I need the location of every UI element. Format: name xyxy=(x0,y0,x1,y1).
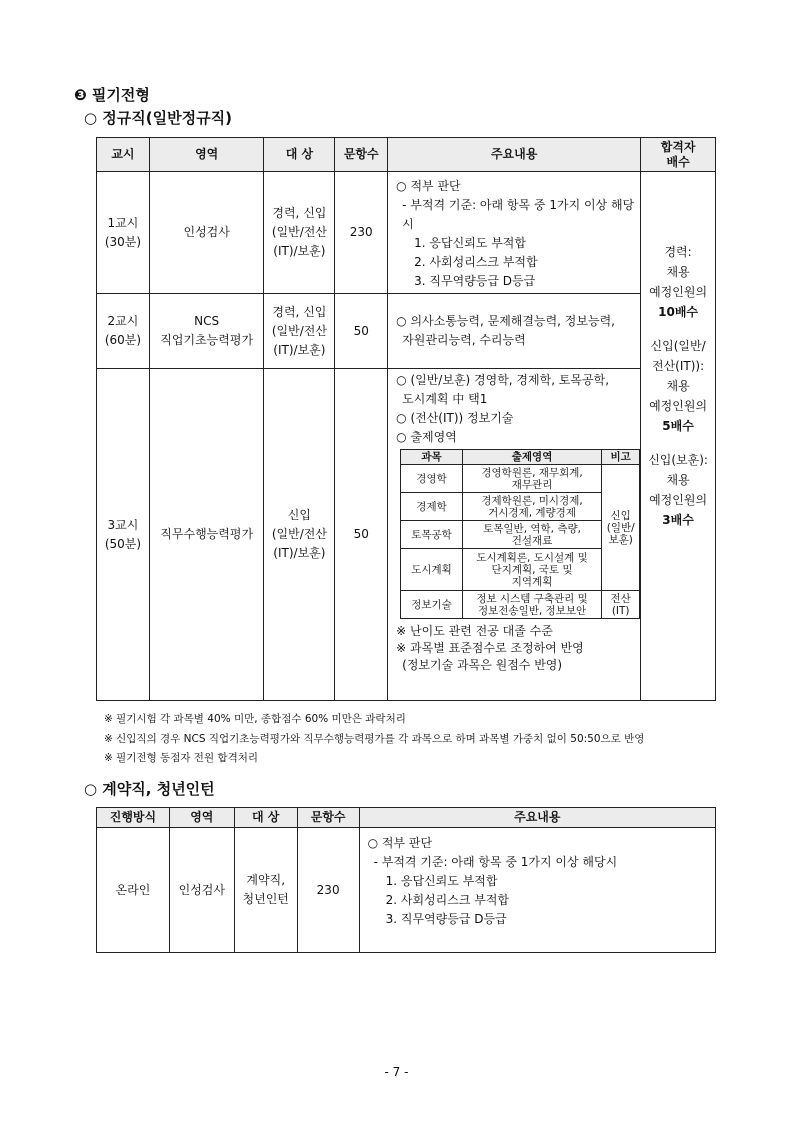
content-line: - 부적격 기준: 아래 항목 중 1가지 이상 해당시 xyxy=(402,198,635,231)
content-line: 도시계획 中 택1 xyxy=(402,392,488,406)
note: ※ 필기전형 동점자 전원 합격처리 xyxy=(104,752,259,764)
period-2: 2교시 (60분) xyxy=(97,294,150,369)
area: 인성검사 xyxy=(169,828,234,953)
target-3: 신입 (일반/전산 (IT)/보훈) xyxy=(264,369,335,701)
content-line: 자원관리능력, 수리능력 xyxy=(402,333,526,347)
header-area: 영역 xyxy=(149,138,264,172)
content-line: ○ 적부 판단 xyxy=(396,179,461,193)
content-line: 3. 직무역량등급 D등급 xyxy=(414,274,536,288)
scope: 경제학원론, 미시경제, 거시경제, 계량경제 xyxy=(462,493,601,521)
career-label: 경력: 채용 예정인원의 xyxy=(649,245,708,299)
content-line: ○ (일반/보훈) 경영학, 경제학, 토목공학, xyxy=(396,373,610,387)
subject: 정보기술 xyxy=(401,591,463,619)
content-line: ○ (전산(IT)) 정보기술 xyxy=(396,411,514,425)
table-row xyxy=(97,828,716,953)
header-target: 대 상 xyxy=(234,808,297,828)
header-count: 문항수 xyxy=(297,808,359,828)
table-row xyxy=(97,172,716,294)
regular-exam-table xyxy=(96,137,716,701)
period-1: 1교시 (30분) xyxy=(97,172,150,294)
area-2: NCS 직업기초능력평가 xyxy=(149,294,264,369)
scope: 토목일반, 역학, 측량, 건설재료 xyxy=(462,521,601,549)
new-veteran-value: 3배수 xyxy=(662,513,694,527)
content-3 xyxy=(388,369,641,701)
header-count: 문항수 xyxy=(335,138,388,172)
area-3: 직무수행능력평가 xyxy=(149,369,264,701)
scope-table xyxy=(400,449,640,619)
content-line: ※ 난이도 관련 전공 대졸 수준 xyxy=(396,624,553,638)
note-general: 신입 (일반/ 보훈) xyxy=(602,465,640,591)
header-area: 영역 xyxy=(169,808,234,828)
section-heading: ❸ 필기전형 xyxy=(74,86,150,104)
table-row xyxy=(97,369,716,701)
page-number: - 7 - xyxy=(384,1065,409,1079)
regular-heading: ○ 정규직(일반정규직) xyxy=(84,109,232,127)
content-line: ○ 적부 판단 xyxy=(367,836,433,850)
note: ※ 필기시험 각 과목별 40% 미만, 종합점수 60% 미만은 과락처리 xyxy=(104,713,406,725)
subject: 도시계획 xyxy=(401,549,463,591)
note-it: 전산 (IT) xyxy=(602,591,640,619)
content-line: ○ 출제영역 xyxy=(396,430,457,444)
target-2: 경력, 신입 (일반/전산 (IT)/보훈) xyxy=(264,294,335,369)
content-line: - 부적격 기준: 아래 항목 중 1가지 이상 해당시 xyxy=(373,855,618,869)
header-period: 교시 xyxy=(97,138,150,172)
new-general-label: 신입(일반/ 전산(IT)): 채용 예정인원의 xyxy=(649,339,708,413)
career-value: 10배수 xyxy=(658,305,699,319)
content-line: 1. 응답신뢰도 부적합 xyxy=(385,874,498,888)
subject: 경영학 xyxy=(401,465,463,493)
period-3: 3교시 (50분) xyxy=(97,369,150,701)
target: 계약직, 청년인턴 xyxy=(234,828,297,953)
content-line: ○ 의사소통능력, 문제해결능력, 정보능력, xyxy=(396,314,615,328)
new-veteran-label: 신입(보훈): 채용 예정인원의 xyxy=(648,453,708,507)
content-line: (정보기술 과목은 원점수 반영) xyxy=(402,658,563,672)
content-line: ※ 과목별 표준점수로 조정하여 반영 xyxy=(396,641,584,655)
table-row xyxy=(401,591,640,619)
header-content: 주요내용 xyxy=(359,808,715,828)
content-1 xyxy=(388,172,641,294)
content-line: 2. 사회성리스크 부적합 xyxy=(385,893,510,907)
target-1: 경력, 신입 (일반/전산 (IT)/보훈) xyxy=(264,172,335,294)
subject: 토목공학 xyxy=(401,521,463,549)
header-method: 진행방식 xyxy=(97,808,170,828)
contract-exam-table xyxy=(96,807,716,953)
new-general-value: 5배수 xyxy=(662,419,694,433)
contract-heading: ○ 계약직, 청년인턴 xyxy=(84,780,215,798)
area-1: 인성검사 xyxy=(149,172,264,294)
header-target: 대 상 xyxy=(264,138,335,172)
inner-header-subject: 과목 xyxy=(401,450,463,465)
count-1: 230 xyxy=(335,172,388,294)
inner-header-note: 비고 xyxy=(602,450,640,465)
content-line: 3. 직무역량등급 D등급 xyxy=(385,912,507,926)
content-2 xyxy=(388,294,641,369)
header-content: 주요내용 xyxy=(388,138,641,172)
header-multiplier: 합격자 배수 xyxy=(641,138,716,172)
table-row xyxy=(97,294,716,369)
note: ※ 신입직의 경우 NCS 직업기초능력평가와 직무수행능력평가를 각 과목으로 하며 과목별 가중치 없이 50:50으로 반영 xyxy=(104,733,645,745)
subject: 경제학 xyxy=(401,493,463,521)
inner-header-scope: 출제영역 xyxy=(462,450,601,465)
method: 온라인 xyxy=(97,828,170,953)
multiplier-cell xyxy=(641,172,716,701)
scope: 정보 시스템 구축관리 및 정보전송일반, 정보보안 xyxy=(462,591,601,619)
count-2: 50 xyxy=(335,294,388,369)
content xyxy=(359,828,715,953)
scope: 도시계획론, 도시설계 및 단지계획, 국토 및 지역계획 xyxy=(462,549,601,591)
count-3: 50 xyxy=(335,369,388,701)
content-line: 2. 사회성리스크 부적합 xyxy=(414,255,538,269)
scope: 경영학원론, 재무회계, 재무관리 xyxy=(462,465,601,493)
table-row xyxy=(401,465,640,493)
content-line: 1. 응답신뢰도 부적합 xyxy=(414,236,526,250)
count: 230 xyxy=(297,828,359,953)
